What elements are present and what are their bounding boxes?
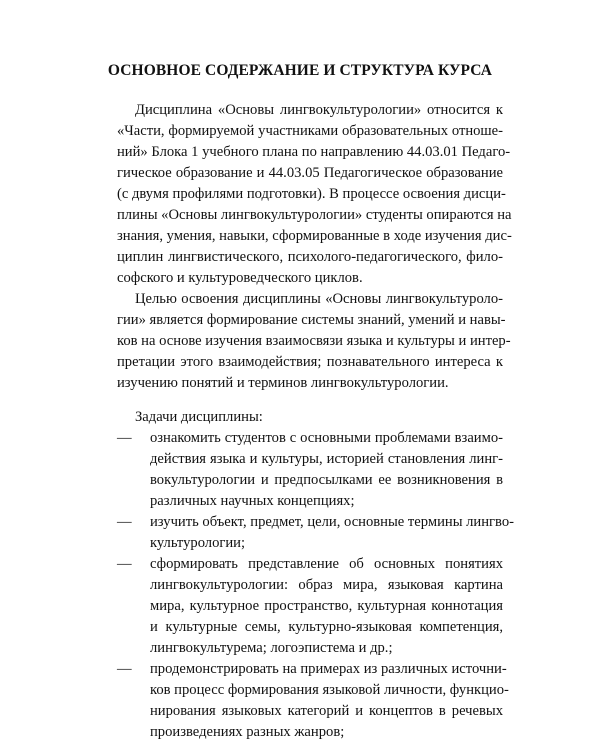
list-item-line: действия языка и культуры, историей становления линг-: [150, 451, 503, 467]
paragraph-line: гическое образование и 44.03.05 Педагогическое образование: [117, 165, 503, 181]
paragraph-line: претации этого взаимодействия; познавательного интереса к: [117, 354, 503, 370]
paragraph-line: софского и культуроведческого циклов.: [117, 270, 363, 286]
paragraph-line: циплин лингвистического, психолого-педагогического, фило-: [117, 249, 503, 265]
list-item-line: [150, 512, 514, 533]
tasks-heading: Задачи дисциплины:: [135, 409, 263, 425]
task2-line-part: изучить объект, предмет, цели, основные термины лингво-: [150, 514, 514, 530]
bullet-dash: —: [117, 661, 132, 677]
paragraph-line: (с двумя профилями подготовки). В процессе освоения дисци-: [117, 186, 506, 202]
list-item-line: вокультурологии и предпосылками ее возникновения в: [150, 472, 503, 488]
list-item-line: ознакомить студентов с основными проблемами взаимо-: [150, 430, 503, 446]
list-item-line: продемонстрировать на примерах из различных источни-: [150, 661, 507, 677]
bullet-dash: —: [117, 514, 132, 530]
bullet-dash: —: [117, 556, 132, 572]
list-item-line: различных научных концепциях;: [150, 493, 355, 509]
list-item-line: мира, культурное пространство, культурная коннотация: [150, 598, 503, 614]
paragraph-line: ков на основе изучения взаимосвязи языка и культуры и интер-: [117, 333, 511, 349]
paragraph-line: ний» Блока 1 учебного плана по направлению 44.03.01 Педаго-: [117, 144, 511, 160]
task2-line-part: культурологии;: [150, 535, 246, 551]
list-item-line: нирования языковых категорий и концептов в речевых: [150, 703, 503, 719]
paragraph-line: «Части, формируемой участниками образовательных отноше-: [117, 123, 503, 139]
list-item-line: и культурные семы, культурно-языковая компетенция,: [150, 619, 503, 635]
paragraph-line: гии» является формирование системы знаний, умений и навы-: [117, 312, 506, 328]
paragraph-line: изучению понятий и терминов лингвокультурологии.: [117, 375, 449, 391]
paragraph-line: Целью освоения дисциплины «Основы лингвокультуроло-: [135, 291, 503, 307]
list-item-line: ков процесс формирования языковой личности, функцио-: [150, 682, 509, 698]
paragraph-line: плины «Основы лингвокультурологии» студенты опираются на: [117, 207, 512, 223]
list-item-line: произведениях разных жанров;: [150, 724, 345, 740]
bullet-dash: —: [117, 430, 132, 446]
list-item-line: [150, 533, 503, 554]
page-title: ОСНОВНОЕ СОДЕРЖАНИЕ И СТРУКТУРА КУРСА: [107, 62, 493, 79]
paragraph-line: Дисциплина «Основы лингвокультурологии» относится к: [135, 102, 503, 118]
paragraph-line: знания, умения, навыки, сформированные в ходе изучения дис-: [117, 228, 512, 244]
list-item-line: лингвокультурологии: образ мира, языковая картина: [150, 577, 503, 593]
list-item-line: сформировать представление об основных понятиях: [150, 556, 503, 572]
list-item-line: лингвокультурема; логоэпистема и др.;: [150, 640, 393, 656]
